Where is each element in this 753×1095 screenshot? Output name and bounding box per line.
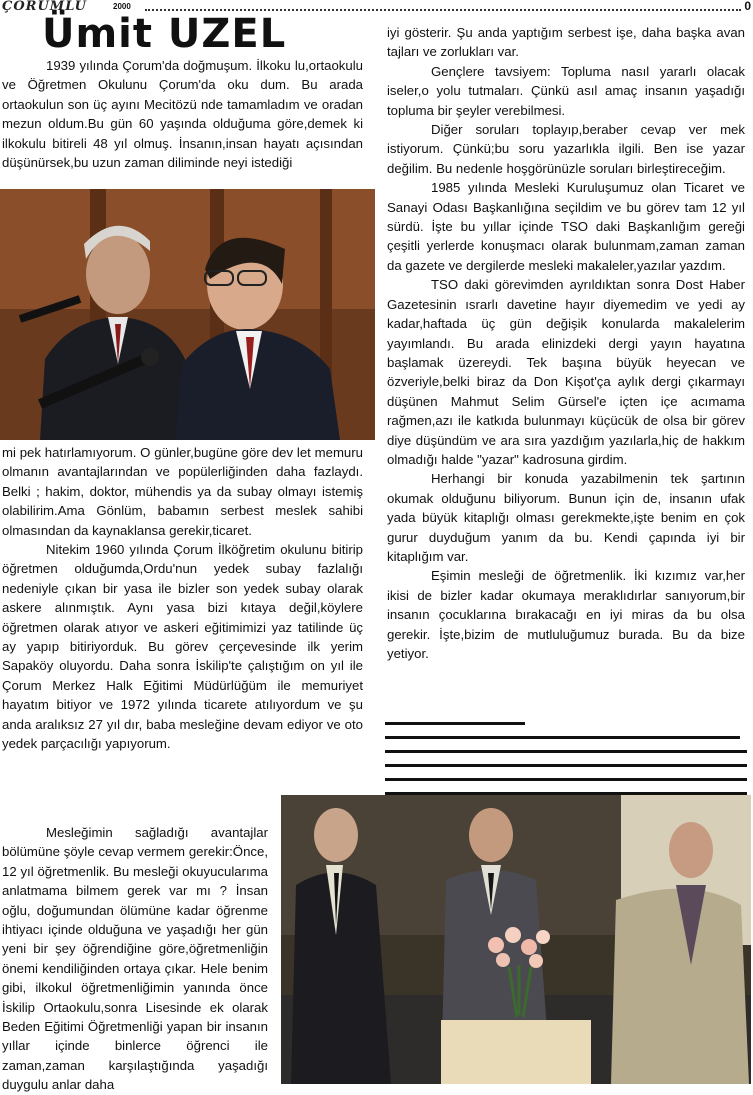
column1-bottom-text [2,823,268,1095]
paragraph: Mesleğimin sağladığı avantajlar bölümüne şöyle cevap vermem gerekir:Önce, 12 yıl öğretmenlik. Bu mesleği okuyucularıma anlatmama bilmem gerek var mı ? İnsan oğlu, doğumundan ölümüne kadar öğrenme ihtiyacı içinde olduğuna ve yaşadığı her gün yeni bir şey öğrendiğine göre,öğretmenliğin önemi kendiliğinden ortaya çıkar. Hele benim gibi, ilkokul öğretmenliğimin yanında önce İskilip Ortaokulu,sonra Lisesinde ek olarak Beden Eğitimi Öğretmenliği yapan bir insanın yıllar içinde binlerce öğrenci ile zaman,zaman karşılaştığında yaşadığı duygulu anlar daha [2,825,268,1093]
photo-two-men-speaking [0,189,375,440]
divider [385,736,740,739]
divider [385,764,747,767]
issue-year: 2000 [113,2,131,11]
paragraph: iyi gösterir. Şu anda yaptığım serbest işe, daha başka avan tajları ve zorlukları var. [387,25,745,60]
paragraph: TSO daki görevimden ayrıldıktan sonra Dost Haber Gazetesinin ısrarlı davetine hayır diyemedim ve yedi ay kadar,haftada üç gün değişik konularda makalelerim yayımlandı. Bu arada elinizdeki dergi yayın hayatına başlamak üzereydi. Tek başına büyük heyecan ve özveriyle,belki biraz da Don Kişot'ça aylık dergi çıkarmayı düşünen Mahmut Selim Gürsel'e içten içe acımama rağmen,azı ile katkıda bulunmayı küçücük de olsa bir görev diye düşündüm ve ara sıra yazdığım yazılarla,hiç de hakkım olmadığı halde "yazar" kadrosuna girdim. [387,277,745,467]
page-number: 0 [744,0,751,13]
paragraph: Nitekim 1960 yılında Çorum İlköğretim okulunu bitirip öğretmen olduğumda,Ordu'nun yedek subay fazlalığı nedeniyle çıkan bir yasa ile bizler son yedek subay olarak askere alınmıştık. Aynı yasa bizi kıtaya değil,köylere öğretmen olarak atıyor ve askeri eğitimimizi yaz tatilinde üç ay yapıp bitiriyorduk. Bu görev çerçevesinde ilk yerim Sapaköy oluyordu. Daha sonra İskilip'te çalıştığım on yıl ile Çorum Merkez Halk Eğitimi Müdürlüğüm ile memuriyet hayatım bitiyor ve 1972 yılında ticarete atılıyordum ve şu anda aralıksız 27 yıl dır, baba mesleğine devam ediyor ve oto yedek parçacılığı yapıyorum. [2,542,363,752]
paragraph: mi pek hatırlamıyorum. O günler,bugüne göre dev let memuru olmanın avantajlarından ve popülerliğinden daha fazlaydı. Belki ; hakim, doktor, mühendis ya da subay olmayı istemiş olabilirim.Ama Gönlüm, babamın serbest meslek sahibi olmasından da kaynaklansa gerekir,ticaret. [2,445,363,538]
column1-mid-text [2,443,363,754]
paragraph: 1985 yılında Mesleki Kuruluşumuz olan Ticaret ve Sanayi Odası Başkanlığına seçildim ve bu görev tam 12 yıl sürdü. İşte bu yıllar içinde TSO daki Başkanlığım gereği çeşitli yerlerde konuşmacı olarak bulunmam,zaman zaman da gazete ve dergilerde mesleki makaleler,yazılar yazdım. [387,180,745,273]
divider [385,722,525,725]
paragraph: Gençlere tavsiyem: Topluma nasıl yararlı olacak iseler,o yolu tutmaları. Çünkü asıl amaç insanın yaşadığı topluma bir şeyler verebilmesi. [387,63,745,118]
column2-text [387,23,745,663]
paragraph: Herhangi bir konuda yazabilmenin tek şartının okumak olduğunu biliyorum. Bunun için de, insanın ufak yada büyük kitaplığı olması gerekmekte,işte benim en çok gurur duyduğum yanım da bu. Kendi çapında iyi bir kitaplığım var. [387,471,745,564]
paragraph: 1939 yılında Çorum'da doğmuşum. İlkoku lu,ortaokulu ve Öğretmen Okulunu Çorum'da oku dum. Bu arada ortaokulun son üç ayını Mecitözü nde tamamladım ve oradan mezun oldum.Bu gün 60 yaşında olduğuma göre,demek ki ilkokulu bitireli 48 yıl olmuş. İnsanın,insan hayatı açısından düşünürsek,bu uzun zaman diliminde neyi istediği [2,58,363,171]
divider [385,778,747,781]
column1-top-text [2,56,363,172]
photo-three-men-seated [281,795,751,1084]
paragraph: Diğer soruları toplayıp,beraber cevap ver mek istiyorum. Çünkü;bu soru yazarlıkla ilgili. Ben ise yazar değilim. Bu nedenle hoşgörünüzle soruları birleştireceğim. [387,122,745,176]
article-title: Ümit UZEL [42,11,287,57]
divider [385,750,747,753]
magazine-name: ÇORUMLU [2,0,87,14]
paragraph: Eşimin mesleği de öğretmenlik. İki kızımız var,her ikisi de bizler kadar okumaya meraklıdırlar sanıyorum,bir insanın çocuklarına bırakacağı en iyi miras da bu olsa gerekir. İşte,bizim de mutluluğumuz burada. Bu da bize yetiyor. [387,568,745,661]
